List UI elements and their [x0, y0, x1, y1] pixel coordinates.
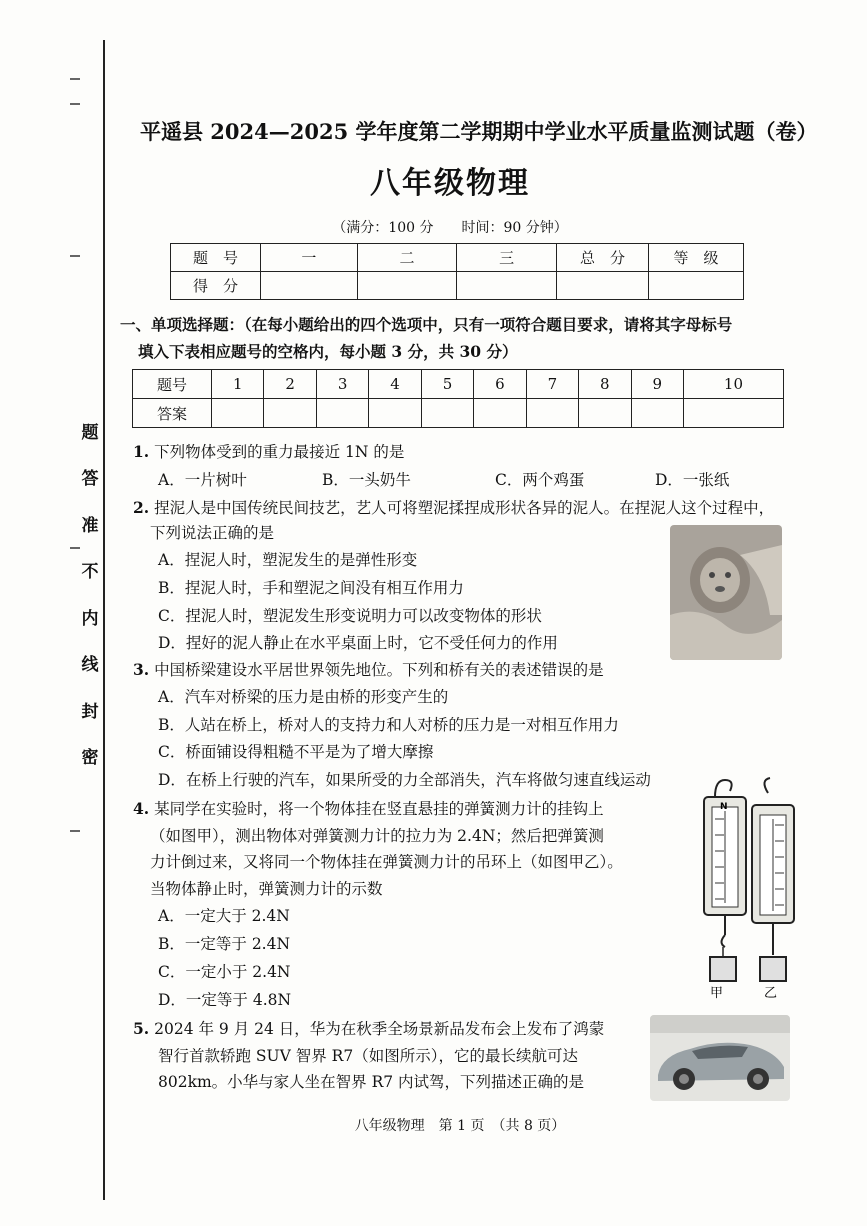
option-2d[interactable]: D．捏好的泥人静止在水平桌面上时，它不受任何力的作用 — [158, 634, 558, 652]
question-2-cont: 下列说法正确的是 — [150, 524, 275, 542]
question-3: 3. 中国桥梁建设水平居世界领先地位。下列和桥有关的表述错误的是 — [133, 660, 604, 679]
option-2b[interactable]: B．捏泥人时，手和塑泥之间没有相互作用力 — [158, 579, 464, 597]
margin-mark — [70, 78, 80, 80]
option-3c[interactable]: C．桥面铺设得粗糙不平是为了增大摩擦 — [158, 743, 434, 761]
answer-cell[interactable] — [631, 399, 683, 428]
answer-table — [132, 369, 784, 428]
exam-meta: （满分：100 分 时间：90 分钟） — [332, 220, 568, 236]
answer-cell[interactable] — [474, 399, 526, 428]
answer-cell[interactable] — [683, 399, 783, 428]
binding-warning: 题 答 准 不 内 线 封 密 — [81, 423, 99, 768]
section-one-instructions: 一、单项选择题：（在每小题给出的四个选项中，只有一项符合题目要求，请将其字母标号 填入下表相应题号的空格内，每小题 3 分，共 30 分） — [120, 315, 733, 361]
question-4: 4. 某同学在实验时，将一个物体挂在竖直悬挂的弹簧测力计的挂钩上 — [133, 799, 604, 818]
question-4-cont: 力计倒过来，又将同一个物体挂在弹簧测力计的吊环上（如图甲乙）。 — [150, 853, 623, 871]
score-cell[interactable] — [457, 272, 557, 300]
option-3b[interactable]: B．人站在桥上，桥对人的支持力和人对桥的压力是一对相互作用力 — [158, 716, 619, 734]
answer-cell[interactable] — [264, 399, 316, 428]
answer-cell[interactable] — [579, 399, 631, 428]
option-2a[interactable]: A．捏泥人时，塑泥发生的是弹性形变 — [158, 551, 418, 569]
question-2: 2. 捏泥人是中国传统民间技艺，艺人可将塑泥揉捏成形状各异的泥人。在捏泥人这个过程中， — [133, 498, 775, 517]
table-row: 题 号 一 二 三 总 分 等 级 — [171, 244, 744, 272]
score-table — [170, 243, 744, 300]
table-row: 答案 — [133, 399, 784, 428]
exam-title: 平遥县 2024—2025 学年度第二学期期中学业水平质量监测试题（卷） — [140, 119, 818, 144]
option-4a[interactable]: A．一定大于 2.4N — [158, 907, 290, 925]
option-4b[interactable]: B．一定等于 2.4N — [158, 935, 291, 953]
option-1a[interactable]: A．一片树叶 — [158, 471, 247, 489]
option-3a[interactable]: A．汽车对桥梁的压力是由桥的形变产生的 — [158, 688, 449, 706]
score-cell[interactable] — [261, 272, 358, 300]
fig-label-jia: 甲 — [710, 986, 724, 1000]
option-1b[interactable]: B．一头奶牛 — [322, 471, 411, 489]
answer-cell[interactable] — [369, 399, 421, 428]
score-cell[interactable] — [557, 272, 649, 300]
question-5-cont: 智行首款轿跑 SUV 智界 R7（如图所示），它的最长续航可达 — [158, 1047, 578, 1065]
exam-subtitle: 八年级物理 — [370, 166, 530, 201]
score-cell[interactable] — [649, 272, 744, 300]
clay-figure-image — [670, 525, 782, 660]
page-footer: 八年级物理 第 1 页 （共 8 页） — [354, 1118, 566, 1134]
question-4-cont: 当物体静止时，弹簧测力计的示数 — [150, 880, 383, 898]
fig-label-yi: 乙 — [764, 986, 778, 1000]
margin-mark — [70, 103, 80, 105]
option-1d[interactable]: D．一张纸 — [655, 471, 730, 489]
binding-line — [103, 40, 105, 1200]
option-2c[interactable]: C．捏泥人时，塑泥发生形变说明力可以改变物体的形状 — [158, 607, 542, 625]
margin-mark — [70, 830, 80, 832]
car-image — [650, 1015, 790, 1101]
option-4c[interactable]: C．一定小于 2.4N — [158, 963, 291, 981]
question-5-cont: 802km。小华与家人坐在智界 R7 内试驾，下列描述正确的是 — [158, 1073, 585, 1091]
answer-cell[interactable] — [421, 399, 473, 428]
answer-cell[interactable] — [526, 399, 578, 428]
answer-cell[interactable] — [212, 399, 264, 428]
margin-mark — [70, 547, 80, 549]
spring-scale-figure — [690, 775, 802, 1000]
question-4-cont: （如图甲），测出物体对弹簧测力计的拉力为 2.4N；然后把弹簧测 — [150, 827, 604, 845]
option-1c[interactable]: C．两个鸡蛋 — [495, 471, 585, 489]
scale-unit-label: N — [720, 802, 728, 812]
table-row: 题号 1 2 3 4 5 6 7 8 9 10 — [133, 370, 784, 399]
option-4d[interactable]: D．一定等于 4.8N — [158, 991, 292, 1009]
question-1: 1. 下列物体受到的重力最接近 1N 的是 — [133, 442, 405, 461]
table-row: 得 分 — [171, 272, 744, 300]
margin-mark — [70, 255, 80, 257]
answer-cell[interactable] — [316, 399, 368, 428]
score-cell[interactable] — [357, 272, 457, 300]
question-5: 5. 2024 年 9 月 24 日，华为在秋季全场景新品发布会上发布了鸿蒙 — [133, 1019, 605, 1038]
option-3d[interactable]: D．在桥上行驶的汽车，如果所受的力全部消失，汽车将做匀速直线运动 — [158, 771, 651, 789]
